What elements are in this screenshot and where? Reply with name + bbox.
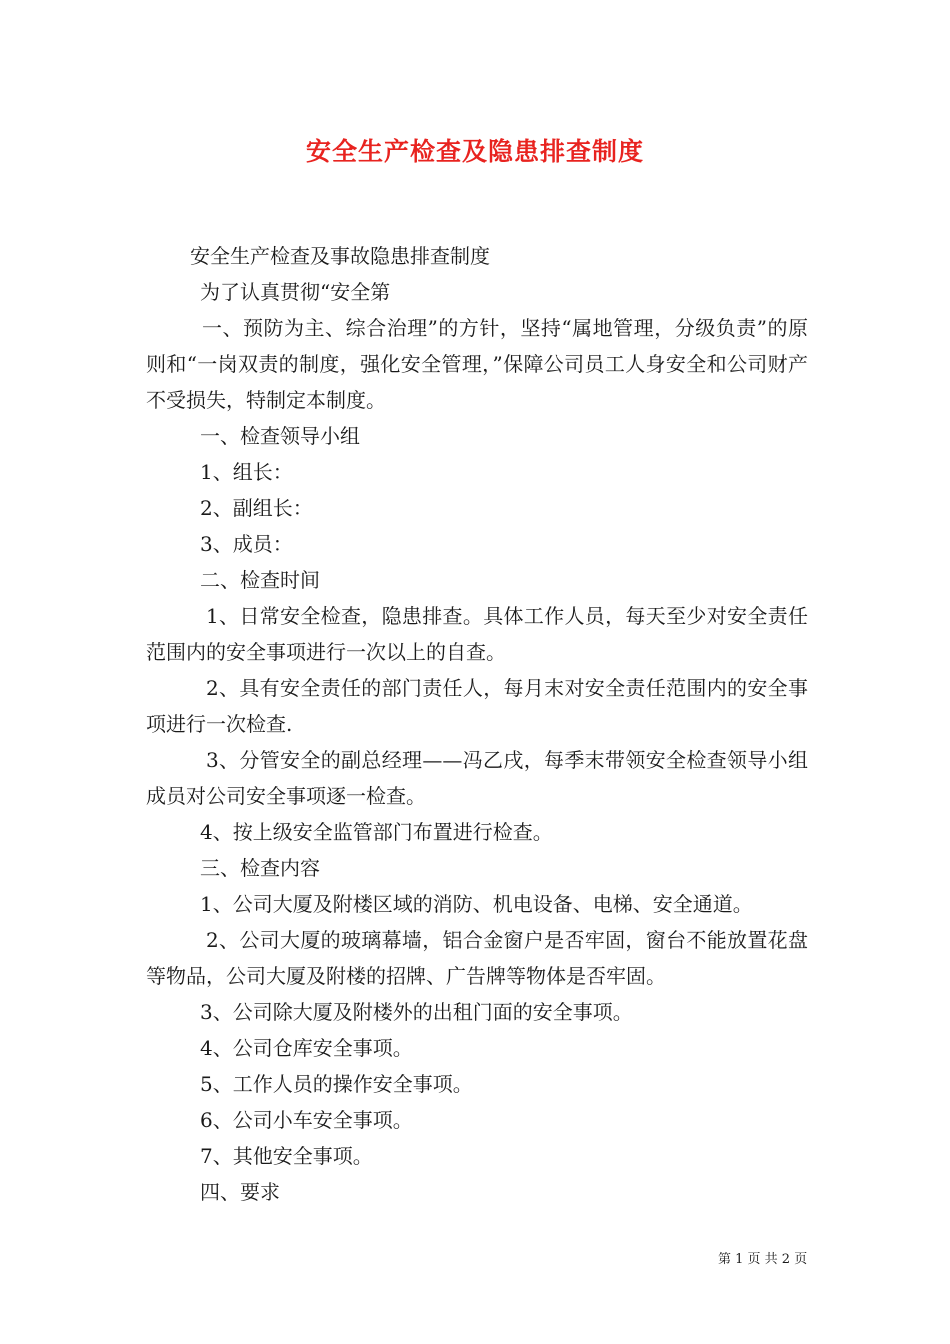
list-item: 2、副组长： bbox=[200, 496, 313, 520]
list-item: 6、公司小车安全事项。 bbox=[200, 1108, 413, 1132]
paragraph: 1、日常安全检查，隐患排查。具体工作人员，每天至少对安全责任范围内的安全事项进行一次以上的自查。 bbox=[146, 604, 808, 664]
section-heading: 四、要求 bbox=[200, 1180, 280, 1204]
section-heading: 三、检查内容 bbox=[200, 856, 320, 880]
paragraph: 一、预防为主、综合治理”的方针，坚持“属地管理，分级负责”的原则和“一岗双责的制度，强化安全管理，”保障公司员工人身安全和公司财产不受损失，特制定本制度。 bbox=[146, 316, 808, 412]
list-item: 1、公司大厦及附楼区域的消防、机电设备、电梯、安全通道。 bbox=[200, 892, 753, 916]
paragraph: 为了认真贯彻“安全第 bbox=[200, 280, 391, 304]
list-item: 4、按上级安全监管部门布置进行检查。 bbox=[200, 820, 553, 844]
page-title: 安全生产检查及隐患排查制度 bbox=[305, 137, 644, 166]
section-heading: 二、检查时间 bbox=[200, 568, 320, 592]
paragraph: 3、分管安全的副总经理——冯乙戌，每季末带领安全检查领导小组成员对公司安全事项逐一检查。 bbox=[146, 748, 808, 808]
list-item: 7、其他安全事项。 bbox=[200, 1144, 373, 1168]
list-item: 4、公司仓库安全事项。 bbox=[200, 1036, 413, 1060]
page-number-footer: 第 1 页 共 2 页 bbox=[718, 1252, 808, 1267]
list-item: 1、组长： bbox=[200, 460, 293, 484]
document-body bbox=[146, 238, 808, 1210]
paragraph: 2、公司大厦的玻璃幕墙，铝合金窗户是否牢固，窗台不能放置花盘等物品，公司大厦及附楼的招牌、广告牌等物体是否牢固。 bbox=[146, 928, 808, 988]
doc-subtitle: 安全生产检查及事故隐患排查制度 bbox=[190, 244, 490, 268]
list-item: 5、工作人员的操作安全事项。 bbox=[200, 1072, 473, 1096]
paragraph: 2、具有安全责任的部门责任人，每月末对安全责任范围内的安全事项进行一次检查. bbox=[146, 676, 808, 736]
list-item: 3、成员： bbox=[200, 532, 293, 556]
section-heading: 一、检查领导小组 bbox=[200, 424, 360, 448]
list-item: 3、公司除大厦及附楼外的出租门面的安全事项。 bbox=[200, 1000, 633, 1024]
